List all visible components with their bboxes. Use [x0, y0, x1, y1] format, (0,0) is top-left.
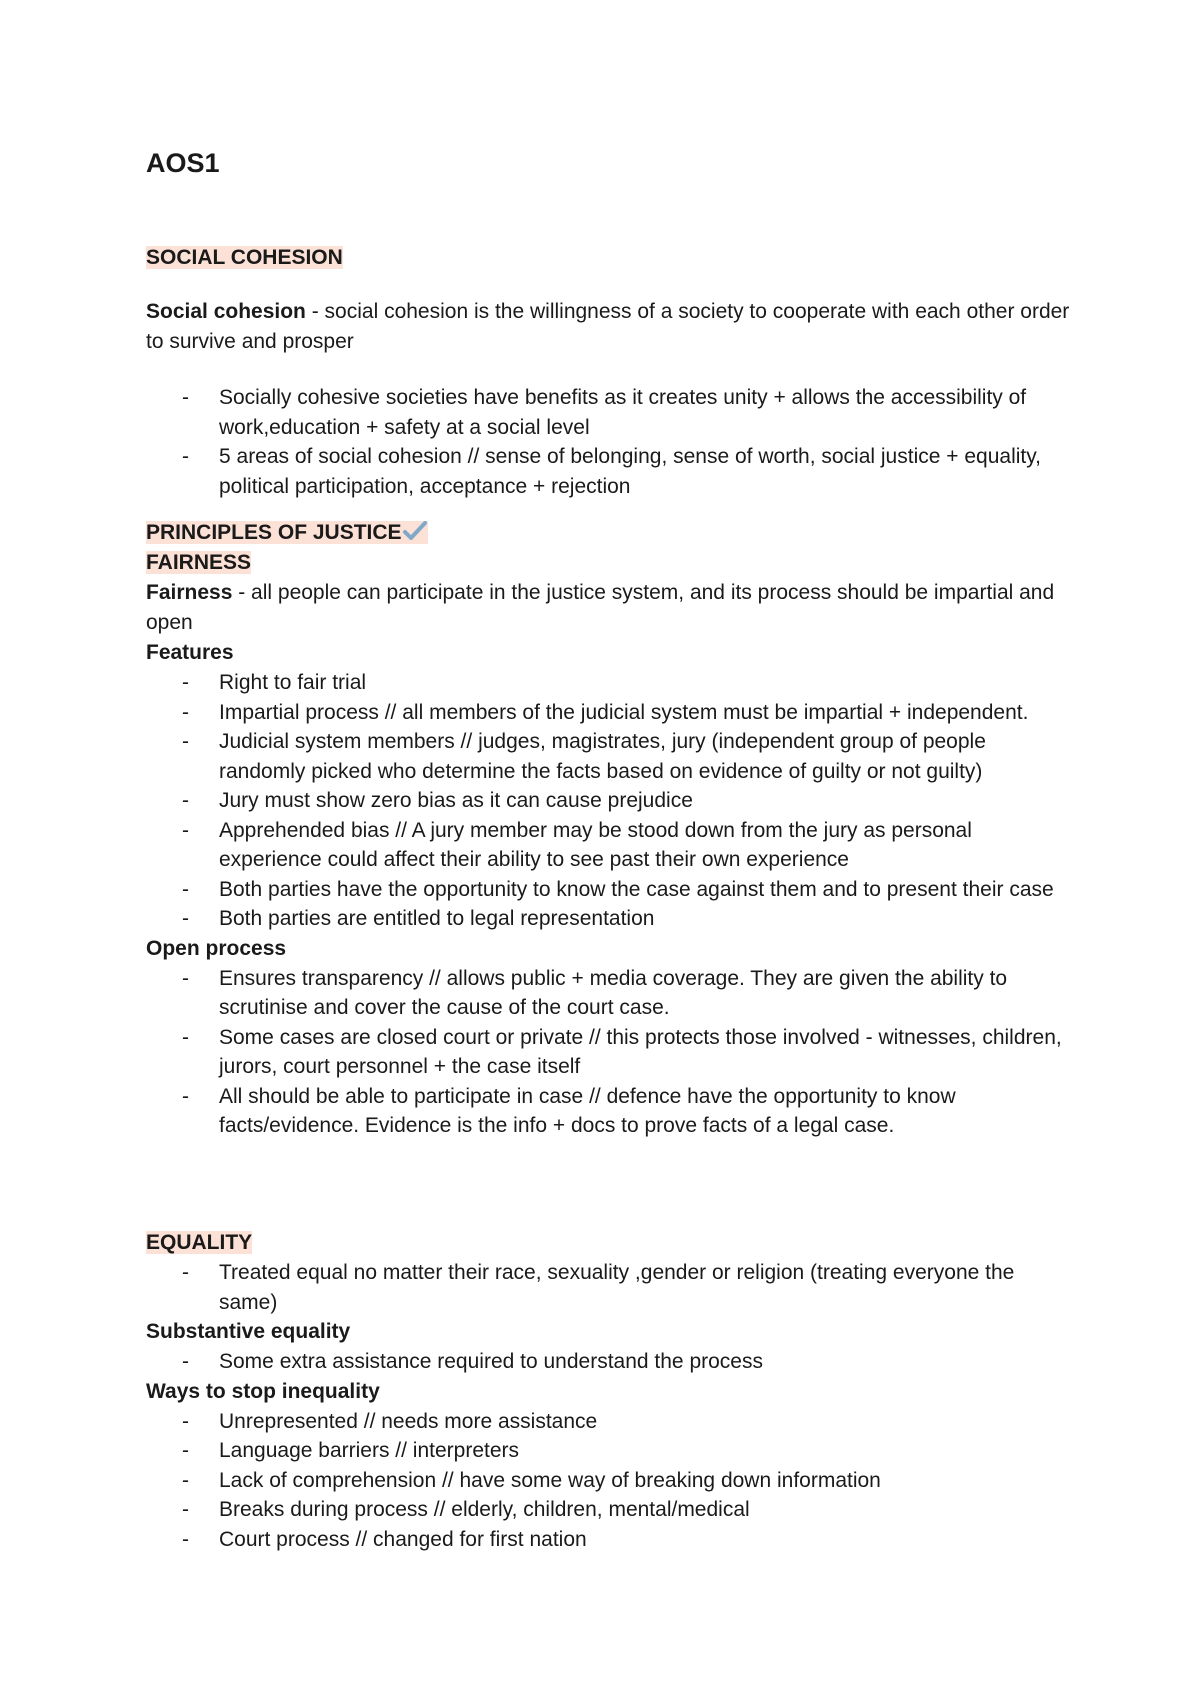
bullet-dash: -	[182, 966, 189, 990]
bullet-dash: -	[182, 1468, 189, 1492]
list-item	[146, 816, 1076, 875]
check-mark-icon	[402, 520, 428, 542]
bullet-dash: -	[182, 1498, 189, 1521]
list-item	[146, 875, 1076, 905]
equality-heading: EQUALITY	[146, 1231, 253, 1254]
list-item-text: Some extra assistance required to understand the process	[219, 1350, 763, 1373]
list-item	[146, 442, 1076, 501]
list-item	[146, 1347, 1076, 1377]
bullet-dash: -	[182, 877, 189, 901]
list-item	[146, 964, 1076, 1023]
fairness-section	[146, 518, 1076, 1141]
bullet-dash: -	[182, 386, 189, 409]
list-item-text: Ensures transparency // allows public + media coverage. They are given the ability to scrutinise and cover the cause of the court case.	[219, 966, 1008, 1019]
list-item	[146, 1407, 1076, 1437]
list-item-text: Jury must show zero bias as it can cause prejudice	[219, 789, 693, 812]
list-item-text: All should be able to participate in case // defence have the opportunity to know facts/evidence. Evidence is the info + docs to prove facts of a legal case.	[219, 1084, 956, 1137]
bullet-dash: -	[182, 789, 189, 812]
list-item	[146, 1023, 1076, 1082]
bullet-dash: -	[182, 1439, 189, 1462]
list-item-text: Treated equal no matter their race, sexuality ,gender or religion (treating everyone the same)	[219, 1261, 1015, 1314]
list-item-text: Language barriers // interpreters	[219, 1439, 519, 1462]
open-process-list	[146, 964, 1076, 1141]
fairness-heading: FAIRNESS	[146, 551, 252, 574]
ways-to-stop-inequality-heading: Ways to stop inequality	[146, 1379, 380, 1403]
list-item-text: Breaks during process // elderly, children, mental/medical	[219, 1498, 750, 1521]
list-item-text: 5 areas of social cohesion // sense of belonging, sense of worth, social justice + equality, political participation, acceptance + rejection	[219, 445, 1042, 498]
list-item-text: Apprehended bias // A jury member may be stood down from the jury as personal experience could affect their ability to see past their own experience	[219, 818, 972, 871]
bullet-dash: -	[182, 907, 189, 930]
bullet-dash: -	[182, 1409, 189, 1433]
social-cohesion-bullets	[146, 383, 1076, 501]
bullet-dash: -	[182, 445, 189, 468]
social-cohesion-section	[146, 243, 1076, 273]
equality-section	[146, 1228, 1076, 1554]
list-item	[146, 1436, 1076, 1466]
bullet-dash: -	[182, 1261, 189, 1284]
fairness-term: Fairness	[146, 581, 233, 604]
social-cohesion-definition	[146, 297, 1076, 357]
list-item	[146, 1258, 1076, 1317]
principles-heading	[146, 521, 428, 544]
open-process-heading: Open process	[146, 936, 287, 960]
list-item	[146, 904, 1076, 934]
social-cohesion-term: Social cohesion	[146, 300, 306, 323]
list-item-text: Lack of comprehension // have some way of breaking down information	[219, 1468, 881, 1492]
list-item-text: Both parties have the opportunity to know the case against them and to present their case	[219, 877, 1054, 901]
social-cohesion-def-text: - social cohesion is the willingness of a society to cooperate with each other order to survive and prosper	[146, 300, 1070, 353]
substantive-equality-list	[146, 1347, 1076, 1377]
ways-to-stop-inequality-list	[146, 1407, 1076, 1555]
bullet-dash: -	[182, 671, 189, 694]
list-item	[146, 1466, 1076, 1496]
bullet-dash: -	[182, 1527, 189, 1551]
principles-heading-text: PRINCIPLES OF JUSTICE	[146, 521, 402, 544]
features-list	[146, 668, 1076, 934]
document-title: AOS1	[146, 148, 220, 178]
social-cohesion-heading: SOCIAL COHESION	[146, 246, 343, 269]
list-item-text: Both parties are entitled to legal representation	[219, 907, 655, 930]
bullet-dash: -	[182, 700, 189, 724]
bullet-dash: -	[182, 818, 189, 842]
bullet-dash: -	[182, 730, 189, 753]
list-item-text: Judicial system members // judges, magistrates, jury (independent group of people randomly picked who determine the facts based on evidence of guilty or not guilty)	[219, 730, 986, 783]
bullet-dash: -	[182, 1025, 189, 1049]
substantive-equality-heading: Substantive equality	[146, 1320, 351, 1343]
social-cohesion-list	[146, 383, 1076, 501]
list-item-text: Unrepresented // needs more assistance	[219, 1409, 598, 1433]
list-item	[146, 1495, 1076, 1525]
list-item	[146, 668, 1076, 698]
features-heading: Features	[146, 641, 234, 664]
list-item	[146, 383, 1076, 442]
list-item-text: Court process // changed for first nation	[219, 1527, 587, 1551]
list-item-text: Socially cohesive societies have benefits as it creates unity + allows the accessibility of work,education + safety at a social level	[219, 386, 1027, 439]
list-item	[146, 698, 1076, 728]
list-item	[146, 727, 1076, 786]
list-item-text: Right to fair trial	[219, 671, 367, 694]
equality-list	[146, 1258, 1076, 1317]
list-item	[146, 1082, 1076, 1141]
list-item	[146, 786, 1076, 816]
bullet-dash: -	[182, 1084, 189, 1108]
bullet-dash: -	[182, 1350, 189, 1373]
list-item	[146, 1525, 1076, 1555]
list-item-text: Impartial process // all members of the judicial system must be impartial + independent.	[219, 700, 1029, 724]
fairness-def-text: - all people can participate in the justice system, and its process should be impartial and open	[146, 581, 1055, 634]
list-item-text: Some cases are closed court or private // this protects those involved - witnesses, children, jurors, court personnel + the case itself	[219, 1025, 1062, 1078]
